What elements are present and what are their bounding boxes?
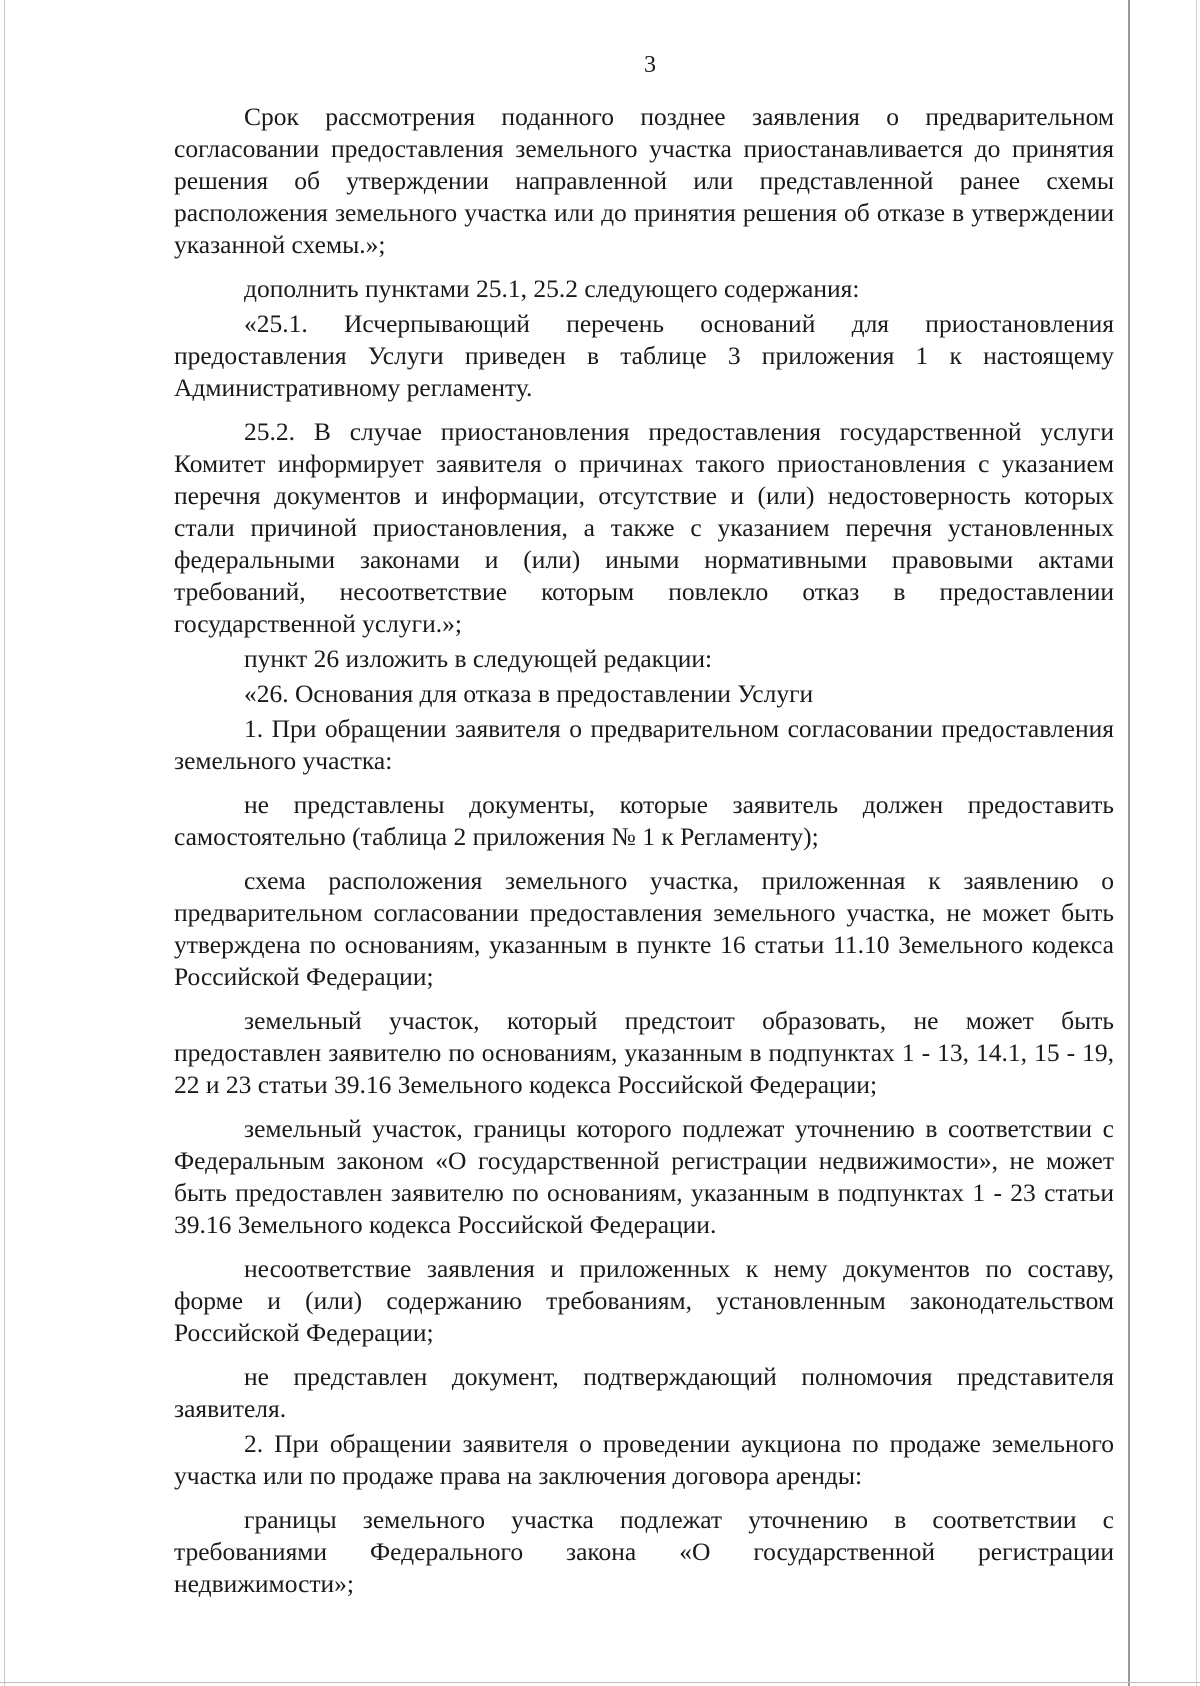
paragraph-26-1: 1. При обращении заявителя о предварительном согласовании предоставления земельного участка: <box>174 714 1114 775</box>
paragraph-suspension-term: Срок рассмотрения поданного позднее заявления о предварительном согласовании предоставления земельного участка приостанавливается до принятия решения об утверждении направленной или представленной ранее схемы расположения земельного участка или до принятия решения об отказе в утверждении указанной схемы.»; <box>174 102 1114 259</box>
paragraph-representative: не представлен документ, подтверждающий полномочия представителя заявителя. <box>174 1362 1114 1423</box>
paragraph-scheme: схема расположения земельного участка, приложенная к заявлению о предварительном согласовании предоставления земельного участка, не может быть утверждена по основаниям, указанным в пункте 16 статьи 11.10 Земельного кодекса Российской Федерации; <box>174 866 1114 991</box>
scan-bottom-edge <box>0 1682 1200 1683</box>
paragraph-26-2: 2. При обращении заявителя о проведении аукциона по продаже земельного участка или по продаже права на заключения договора аренды: <box>174 1429 1114 1490</box>
paragraph-25-1: «25.1. Исчерпывающий перечень оснований для приостановления предоставления Услуги приведен в таблице 3 приложения 1 к настоящему Административному регламенту. <box>174 309 1114 402</box>
paragraph-boundaries-auction: границы земельного участка подлежат уточнению в соответствии с требованиями Федерального закона «О государственной регистрации недвижимости»; <box>174 1505 1114 1598</box>
paragraph-plot-boundaries: земельный участок, границы которого подлежат уточнению в соответствии с Федеральным законом «О государственной регистрации недвижимости», не может быть предоставлен заявителю по основаниям, указанным в подпунктах 1 - 23 статьи 39.16 Земельного кодекса Российской Федерации. <box>174 1114 1114 1239</box>
scan-right-edge <box>1128 0 1130 1686</box>
paragraph-plot-to-form: земельный участок, который предстоит образовать, не может быть предоставлен заявителю по основаниям, указанным в подпунктах 1 - 13, 14.1, 15 - 19, 22 и 23 статьи 39.16 Земельного кодекса Российской Федерации; <box>174 1006 1114 1099</box>
paragraph-item-26-edit: пункт 26 изложить в следующей редакции: <box>244 644 713 673</box>
paragraph-25-2: 25.2. В случае приостановления предоставления государственной услуги Комитет информирует заявителя о причинах такого приостановления с указанием перечня документов и информации, отсутствие и (или) недостоверность которых стали причиной приостановления, а также с указанием перечня установленных федеральными законами и (или) иными нормативными правовыми актами требований, несоответствие которым повлекло отказ в предоставлении государственной услуги.»; <box>174 417 1114 638</box>
scan-left-edge <box>4 0 5 1686</box>
document-page <box>174 52 1114 1603</box>
paragraph-26-heading: «26. Основания для отказа в предоставлении Услуги <box>244 679 814 708</box>
scan-right-outer-edge <box>1196 0 1197 1686</box>
paragraph-docs-not-provided: не представлены документы, которые заявитель должен предоставить самостоятельно (таблица 2 приложения № 1 к Регламенту); <box>174 790 1114 851</box>
paragraph-add-items: дополнить пунктами 25.1, 25.2 следующего содержания: <box>244 274 860 303</box>
page-number: 3 <box>644 52 656 78</box>
paragraph-nonconformity: несоответствие заявления и приложенных к нему документов по составу, форме и (или) содержанию требованиям, установленным законодательством Российской Федерации; <box>174 1254 1114 1347</box>
